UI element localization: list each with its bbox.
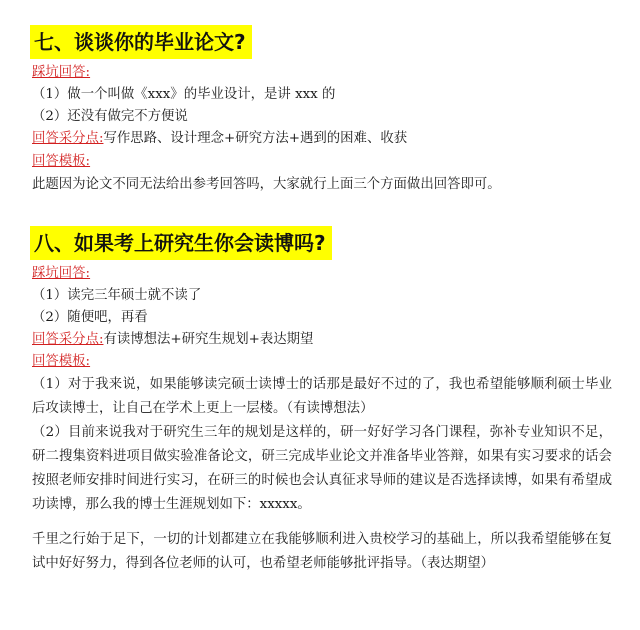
- section-8-pitfall-1: （1）读完三年硕士就不读了: [32, 288, 202, 303]
- section-8-scoring-label: 回答采分点:: [32, 332, 104, 347]
- section-8-heading: 八、如果考上研究生你会读博吗?: [30, 226, 332, 260]
- section-7-scoring-text: 写作思路、设计理念+研究方法+遇到的困难、收获: [103, 131, 408, 146]
- section-7-pitfall-1: （1）做一个叫做《xxx》的毕业设计，是讲 xxx 的: [32, 87, 336, 102]
- section-7-pitfall-2: （2）还没有做完不方便说: [32, 109, 188, 124]
- section-8-answer-1: （1）对于我来说，如果能够读完硕士读博士的话那是最好不过的了，我也希望能够顺利硕士毕业后攻读博士，让自己在学术上更上一层楼。（有读博想法）: [32, 377, 612, 416]
- section-7-heading: 七、谈谈你的毕业论文?: [30, 25, 252, 59]
- section-8-closing: 千里之行始于足下，一切的计划都建立在我能够顺利进入贵校学习的基础上，所以我希望能够在复试中好好努力，得到各位老师的认可，也希望老师能够批评指导。（表达期望）: [32, 532, 612, 571]
- section-8-pitfall-label: 踩坑回答:: [32, 266, 91, 281]
- section-8-scoring-text: 有读博想法+研究生规划+表达期望: [103, 332, 314, 347]
- section-7-scoring-label: 回答采分点:: [32, 131, 104, 146]
- section-7-scoring-line: [32, 129, 407, 148]
- section-7-template-label: 回答模板:: [32, 154, 91, 169]
- section-8-answer-2: （2）目前来说我对于研究生三年的规划是这样的，研一好好学习各门课程，弥补专业知识不足，研二搜集资料进项目做实验准备论文，研三完成毕业论文并准备毕业答辩，如果有实习要求的话会按照老师安排时间进行实习，在研三的时候也会认真征求导师的建议是否选择读博，如果有希望成功读博，那么我的博士生涯规划如下：xxxxx。: [32, 425, 612, 512]
- section-8-pitfall-2: （2）随便吧，再看: [32, 310, 148, 325]
- section-8-scoring-line: [32, 330, 313, 349]
- section-8-template-label: 回答模板:: [32, 354, 91, 369]
- section-7-pitfall-label: 踩坑回答:: [32, 65, 91, 80]
- section-7-template-text: 此题因为论文不同无法给出参考回答吗，大家就行上面三个方面做出回答即可。: [32, 177, 501, 192]
